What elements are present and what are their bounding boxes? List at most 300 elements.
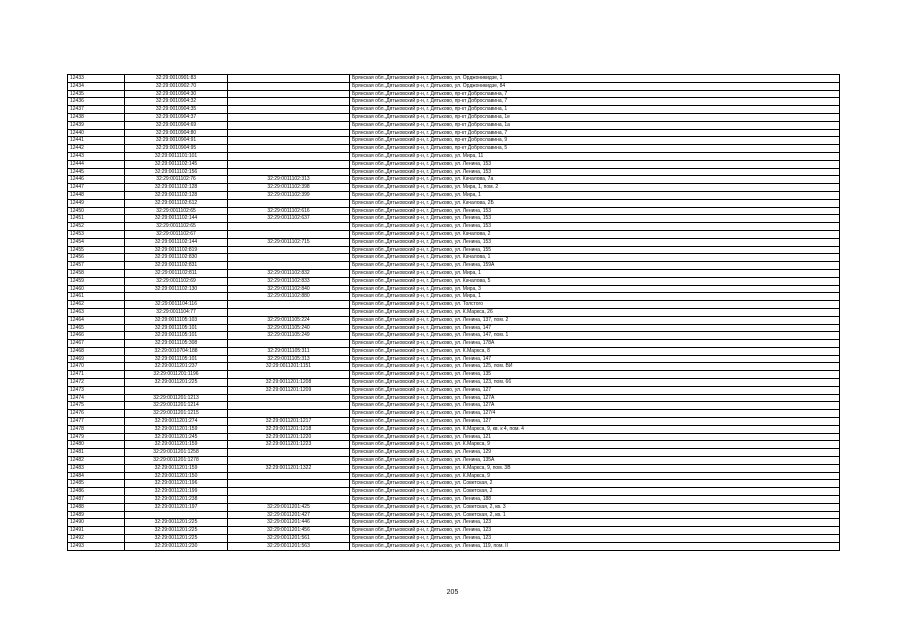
table-row: [68, 152, 840, 160]
record-number-cell: 12441: [68, 137, 125, 145]
building-cadastral-number-cell: 32:29:0011102:398: [228, 184, 350, 192]
building-cadastral-number-cell: [228, 152, 350, 160]
record-number-cell: 12440: [68, 129, 125, 137]
table-row: [68, 332, 840, 340]
record-number-cell: 12437: [68, 106, 125, 114]
record-number-cell: 12468: [68, 347, 125, 355]
address-cell: Брянская обл.,Дятьковский р-н, г. Дятьково, ул. Качалова, 2: [350, 230, 840, 238]
table-row: [68, 355, 840, 363]
table-row: [68, 308, 840, 316]
record-number-cell: 12462: [68, 301, 125, 309]
building-cadastral-number-cell: [228, 223, 350, 231]
building-cadastral-number-cell: 32:29:0011102:880: [228, 293, 350, 301]
record-number-cell: 12463: [68, 308, 125, 316]
table-row: [68, 246, 840, 254]
building-cadastral-number-cell: [228, 449, 350, 457]
parcel-cadastral-number-cell: 32:29:0011102:156: [125, 168, 228, 176]
address-cell: Брянская обл.,Дятьковский р-н, г. Дятьково, ул. Ленина, 119, пом. II: [350, 542, 840, 550]
table-row: [68, 207, 840, 215]
address-cell: Брянская обл.,Дятьковский р-н, г. Дятьково, ул. К.Маркса, 9: [350, 441, 840, 449]
table-row: [68, 472, 840, 480]
table-row: [68, 433, 840, 441]
record-number-cell: 12457: [68, 262, 125, 270]
record-number-cell: 12474: [68, 394, 125, 402]
record-number-cell: 12479: [68, 433, 125, 441]
table-row: [68, 285, 840, 293]
table-row: [68, 394, 840, 402]
table-row: [68, 457, 840, 465]
record-number-cell: 12472: [68, 379, 125, 387]
parcel-cadastral-number-cell: 32:29:0011201:1258: [125, 449, 228, 457]
address-cell: Брянская обл.,Дятьковский р-н, г. Дятьково, ул. Ленина, 147, пом. 1: [350, 332, 840, 340]
building-cadastral-number-cell: [228, 402, 350, 410]
parcel-cadastral-number-cell: 32:29:0011201:1215: [125, 410, 228, 418]
record-number-cell: 12448: [68, 191, 125, 199]
address-cell: Брянская обл.,Дятьковский р-н, г. Дятьково, ул. К.Маркса, 8: [350, 347, 840, 355]
table-row: [68, 269, 840, 277]
building-cadastral-number-cell: 32:29:0011105:311: [228, 347, 350, 355]
parcel-cadastral-number-cell: 32:29:0011102:65: [125, 207, 228, 215]
record-number-cell: 12487: [68, 496, 125, 504]
address-cell: Брянская обл.,Дятьковский р-н, г. Дятьково, ул. Орджоникидзе, 1: [350, 75, 840, 83]
table-row: [68, 106, 840, 114]
address-cell: Брянская обл.,Дятьковский р-н, г. Дятьково, ул. Советская, 2, кв. 1: [350, 511, 840, 519]
record-number-cell: 12470: [68, 363, 125, 371]
record-number-cell: 12478: [68, 425, 125, 433]
registry-table: [67, 74, 840, 551]
parcel-cadastral-number-cell: 32:29:0011201:238: [125, 496, 228, 504]
address-cell: Брянская обл.,Дятьковский р-н, г. Дятьково, пр-кт Доброславина, 9: [350, 137, 840, 145]
address-cell: Брянская обл.,Дятьковский р-н, г. Дятьково, ул. Орджоникидзе, 84: [350, 82, 840, 90]
building-cadastral-number-cell: [228, 340, 350, 348]
parcel-cadastral-number-cell: 32:29:0010904:69: [125, 121, 228, 129]
record-number-cell: 12446: [68, 176, 125, 184]
table-row: [68, 293, 840, 301]
parcel-cadastral-number-cell: 32:29:0011102:65: [125, 223, 228, 231]
address-cell: Брянская обл.,Дятьковский р-н, г. Дятьково, ул. Ленина, 159А: [350, 262, 840, 270]
parcel-cadastral-number-cell: 32:29:0011102:144: [125, 238, 228, 246]
table-row: [68, 410, 840, 418]
record-number-cell: 12489: [68, 511, 125, 519]
parcel-cadastral-number-cell: 32:29:0011201:230: [125, 542, 228, 550]
building-cadastral-number-cell: [228, 262, 350, 270]
table-row: [68, 340, 840, 348]
address-cell: Брянская обл.,Дятьковский р-н, г. Дятьково, пр-кт Доброславина, 7: [350, 98, 840, 106]
table-row: [68, 168, 840, 176]
address-cell: Брянская обл.,Дятьковский р-н, г. Дятьково, ул. К.Маркса, 9: [350, 472, 840, 480]
address-cell: Брянская обл.,Дятьковский р-н, г. Дятьково, ул. Толстого: [350, 301, 840, 309]
address-cell: Брянская обл.,Дятьковский р-н, г. Дятьково, ул. Ленина, 125, пом. ВИ: [350, 363, 840, 371]
record-number-cell: 12473: [68, 386, 125, 394]
record-number-cell: 12475: [68, 402, 125, 410]
record-number-cell: 12460: [68, 285, 125, 293]
building-cadastral-number-cell: 32:29:0011201:563: [228, 542, 350, 550]
address-cell: Брянская обл.,Дятьковский р-н, г. Дятьково, ул. Мира, 11: [350, 152, 840, 160]
building-cadastral-number-cell: [228, 145, 350, 153]
table-row: [68, 238, 840, 246]
parcel-cadastral-number-cell: 32:29:0011201:225: [125, 519, 228, 527]
building-cadastral-number-cell: 32:29:0011201:456: [228, 527, 350, 535]
record-number-cell: 12480: [68, 441, 125, 449]
address-cell: Брянская обл.,Дятьковский р-н, г. Дятьково, ул. Ленина, 127: [350, 386, 840, 394]
parcel-cadastral-number-cell: 32:29:0011102:811: [125, 269, 228, 277]
parcel-cadastral-number-cell: 32:29:0011102:130: [125, 285, 228, 293]
record-number-cell: 12471: [68, 371, 125, 379]
table-row: [68, 386, 840, 394]
address-cell: Брянская обл.,Дятьковский р-н, г. Дятьково, пр-кт Доброславина, 7: [350, 129, 840, 137]
record-number-cell: 12486: [68, 488, 125, 496]
address-cell: Брянская обл.,Дятьковский р-н, г. Дятьково, ул. Ленина, 153: [350, 223, 840, 231]
parcel-cadastral-number-cell: 32:29:0010904:80: [125, 129, 228, 137]
address-cell: Брянская обл.,Дятьковский р-н, г. Дятьково, ул. К.Маркса, 26: [350, 308, 840, 316]
parcel-cadastral-number-cell: 32:29:0011201:199: [125, 488, 228, 496]
table-row: [68, 347, 840, 355]
address-cell: Брянская обл.,Дятьковский р-н, г. Дятьково, ул. Советская, 2: [350, 480, 840, 488]
parcel-cadastral-number-cell: 32:29:0011201:237: [125, 363, 228, 371]
table-row: [68, 129, 840, 137]
parcel-cadastral-number-cell: [125, 511, 228, 519]
table-row: [68, 301, 840, 309]
address-cell: Брянская обл.,Дятьковский р-н, г. Дятьково, ул. Мира, 1, пом. 2: [350, 184, 840, 192]
building-cadastral-number-cell: 32:29:0011105:313: [228, 355, 350, 363]
building-cadastral-number-cell: [228, 90, 350, 98]
record-number-cell: 12488: [68, 503, 125, 511]
address-cell: Брянская обл.,Дятьковский р-н, г. Дятьково, ул. Советская, 2: [350, 488, 840, 496]
table-row: [68, 379, 840, 387]
parcel-cadastral-number-cell: 32:29:0011102:128: [125, 191, 228, 199]
parcel-cadastral-number-cell: [125, 386, 228, 394]
table-row: [68, 113, 840, 121]
parcel-cadastral-number-cell: 32:29:0011102:830: [125, 254, 228, 262]
building-cadastral-number-cell: [228, 82, 350, 90]
address-cell: Брянская обл.,Дятьковский р-н, г. Дятьково, ул. Мира, 1: [350, 293, 840, 301]
building-cadastral-number-cell: [228, 137, 350, 145]
address-cell: Брянская обл.,Дятьковский р-н, г. Дятьково, пр-кт Доброславина, 7: [350, 90, 840, 98]
building-cadastral-number-cell: [228, 472, 350, 480]
table-row: [68, 441, 840, 449]
table-row: [68, 277, 840, 285]
address-cell: Брянская обл.,Дятьковский р-н, г. Дятьково, ул. Ленина, 153: [350, 160, 840, 168]
address-cell: Брянская обл.,Дятьковский р-н, г. Дятьково, ул. Ленина, 135А: [350, 457, 840, 465]
table-row: [68, 488, 840, 496]
record-number-cell: 12453: [68, 230, 125, 238]
address-cell: Брянская обл.,Дятьковский р-н, г. Дятьково, ул. К.Маркса, 9, кв. к 4, пом. 4: [350, 425, 840, 433]
record-number-cell: 12444: [68, 160, 125, 168]
table-row: [68, 90, 840, 98]
record-number-cell: 12434: [68, 82, 125, 90]
building-cadastral-number-cell: [228, 75, 350, 83]
record-number-cell: 12461: [68, 293, 125, 301]
building-cadastral-number-cell: [228, 160, 350, 168]
record-number-cell: 12442: [68, 145, 125, 153]
building-cadastral-number-cell: 32:29:0011201:1218: [228, 425, 350, 433]
parcel-cadastral-number-cell: 32:29:0011201:225: [125, 535, 228, 543]
building-cadastral-number-cell: 32:29:0011105:240: [228, 324, 350, 332]
address-cell: Брянская обл.,Дятьковский р-н, г. Дятьково, ул. Ленина, 153: [350, 215, 840, 223]
building-cadastral-number-cell: 32:29:0011201:1208: [228, 379, 350, 387]
building-cadastral-number-cell: [228, 199, 350, 207]
parcel-cadastral-number-cell: [125, 293, 228, 301]
table-row: [68, 137, 840, 145]
building-cadastral-number-cell: [228, 246, 350, 254]
parcel-cadastral-number-cell: 32:29:0011102:76: [125, 176, 228, 184]
building-cadastral-number-cell: 32:29:0011201:1209: [228, 386, 350, 394]
parcel-cadastral-number-cell: 32:29:0011102:67: [125, 230, 228, 238]
address-cell: Брянская обл.,Дятьковский р-н, г. Дятьково, ул. Ленина, 127А: [350, 402, 840, 410]
building-cadastral-number-cell: 32:29:0011201:561: [228, 535, 350, 543]
building-cadastral-number-cell: 32:29:0011102:313: [228, 176, 350, 184]
table-row: [68, 402, 840, 410]
record-number-cell: 12439: [68, 121, 125, 129]
address-cell: Брянская обл.,Дятьковский р-н, г. Дятьково, ул. Мира, 1: [350, 269, 840, 277]
address-cell: Брянская обл.,Дятьковский р-н, г. Дятьково, ул. Ленина, 137, пом. 2: [350, 316, 840, 324]
building-cadastral-number-cell: 32:29:0011201:1223: [228, 441, 350, 449]
record-number-cell: 12447: [68, 184, 125, 192]
record-number-cell: 12451: [68, 215, 125, 223]
building-cadastral-number-cell: 32:29:0011102:840: [228, 285, 350, 293]
record-number-cell: 12452: [68, 223, 125, 231]
building-cadastral-number-cell: [228, 480, 350, 488]
table-row: [68, 324, 840, 332]
record-number-cell: 12433: [68, 75, 125, 83]
parcel-cadastral-number-cell: 32:29:0011201:1214: [125, 402, 228, 410]
address-cell: Брянская обл.,Дятьковский р-н, г. Дятьково, пр-кт Доброславина, 1е: [350, 113, 840, 121]
parcel-cadastral-number-cell: 32:29:0011105:101: [125, 355, 228, 363]
building-cadastral-number-cell: 32:29:0011102:637: [228, 215, 350, 223]
parcel-cadastral-number-cell: 32:29:0010901:83: [125, 75, 228, 83]
parcel-cadastral-number-cell: 32:29:0010902:70: [125, 82, 228, 90]
address-cell: Брянская обл.,Дятьковский р-н, г. Дятьково, ул. Ленина, 188: [350, 496, 840, 504]
table-row: [68, 511, 840, 519]
parcel-cadastral-number-cell: 32:29:0011201:245: [125, 433, 228, 441]
building-cadastral-number-cell: [228, 488, 350, 496]
record-number-cell: 12455: [68, 246, 125, 254]
parcel-cadastral-number-cell: 32:29:0011104:77: [125, 308, 228, 316]
building-cadastral-number-cell: [228, 121, 350, 129]
address-cell: Брянская обл.,Дятьковский р-н, г. Дятьково, ул. Качалова, 5: [350, 277, 840, 285]
parcel-cadastral-number-cell: 32:29:0011105:101: [125, 332, 228, 340]
record-number-cell: 12493: [68, 542, 125, 550]
record-number-cell: 12458: [68, 269, 125, 277]
address-cell: Брянская обл.,Дятьковский р-н, г. Дятьково, ул. Ленина, 147: [350, 355, 840, 363]
record-number-cell: 12483: [68, 464, 125, 472]
table-row: [68, 230, 840, 238]
registry-table-body: [68, 75, 840, 551]
table-row: [68, 145, 840, 153]
building-cadastral-number-cell: [228, 496, 350, 504]
record-number-cell: 12485: [68, 480, 125, 488]
building-cadastral-number-cell: 32:29:0011201:1217: [228, 418, 350, 426]
address-cell: Брянская обл.,Дятьковский р-н, г. Дятьково, ул. Ленина, 127А: [350, 394, 840, 402]
table-row: [68, 371, 840, 379]
parcel-cadastral-number-cell: 32:29:0011201:225: [125, 379, 228, 387]
table-row: [68, 254, 840, 262]
address-cell: Брянская обл.,Дятьковский р-н, г. Дятьково, ул. Ленина, 123: [350, 527, 840, 535]
parcel-cadastral-number-cell: 32:29:0011201:196: [125, 480, 228, 488]
address-cell: Брянская обл.,Дятьковский р-н, г. Дятьково, ул. Мира, 1: [350, 191, 840, 199]
parcel-cadastral-number-cell: 32:29:0011102:128: [125, 184, 228, 192]
parcel-cadastral-number-cell: 32:29:0011201:1196: [125, 371, 228, 379]
parcel-cadastral-number-cell: 32:29:0010904:37: [125, 113, 228, 121]
table-row: [68, 503, 840, 511]
address-cell: Брянская обл.,Дятьковский р-н, г. Дятьково, ул. Ленина, 135: [350, 371, 840, 379]
parcel-cadastral-number-cell: 32:29:0010904:95: [125, 145, 228, 153]
building-cadastral-number-cell: [228, 457, 350, 465]
table-row: [68, 535, 840, 543]
table-row: [68, 449, 840, 457]
table-row: [68, 160, 840, 168]
building-cadastral-number-cell: 32:29:0011102:715: [228, 238, 350, 246]
building-cadastral-number-cell: [228, 301, 350, 309]
parcel-cadastral-number-cell: 32:29:0011104:116: [125, 301, 228, 309]
record-number-cell: 12476: [68, 410, 125, 418]
parcel-cadastral-number-cell: 32:29:0011102:612: [125, 199, 228, 207]
parcel-cadastral-number-cell: 32:29:0011102:69: [125, 277, 228, 285]
record-number-cell: 12443: [68, 152, 125, 160]
address-cell: Брянская обл.,Дятьковский р-н, г. Дятьково, пр-кт Доброславина, 1а: [350, 121, 840, 129]
table-row: [68, 519, 840, 527]
record-number-cell: 12490: [68, 519, 125, 527]
record-number-cell: 12492: [68, 535, 125, 543]
record-number-cell: 12454: [68, 238, 125, 246]
table-row: [68, 418, 840, 426]
table-row: [68, 363, 840, 371]
building-cadastral-number-cell: 32:29:0011201:1322: [228, 464, 350, 472]
parcel-cadastral-number-cell: 32:29:0011201:150: [125, 472, 228, 480]
address-cell: Брянская обл.,Дятьковский р-н, г. Дятьково, ул. Ленина, 147: [350, 324, 840, 332]
address-cell: Брянская обл.,Дятьковский р-н, г. Дятьково, ул. Ленина, 153: [350, 238, 840, 246]
building-cadastral-number-cell: [228, 129, 350, 137]
building-cadastral-number-cell: 32:29:0011102:832: [228, 269, 350, 277]
building-cadastral-number-cell: [228, 394, 350, 402]
record-number-cell: 12449: [68, 199, 125, 207]
building-cadastral-number-cell: 32:29:0011201:1151: [228, 363, 350, 371]
table-row: [68, 191, 840, 199]
table-row: [68, 121, 840, 129]
address-cell: Брянская обл.,Дятьковский р-н, г. Дятьково, ул. Качалова, 7а: [350, 176, 840, 184]
table-row: [68, 480, 840, 488]
address-cell: Брянская обл.,Дятьковский р-н, г. Дятьково, ул. Ленина, 127: [350, 418, 840, 426]
parcel-cadastral-number-cell: 32:29:0011201:159: [125, 464, 228, 472]
building-cadastral-number-cell: 32:29:0011105:249: [228, 332, 350, 340]
table-row: [68, 82, 840, 90]
parcel-cadastral-number-cell: 32:29:0010904:30: [125, 90, 228, 98]
address-cell: Брянская обл.,Дятьковский р-н, г. Дятьково, ул. Качалова, 1: [350, 254, 840, 262]
parcel-cadastral-number-cell: 32:29:0011102:145: [125, 160, 228, 168]
parcel-cadastral-number-cell: 32:29:0011102:144: [125, 215, 228, 223]
address-cell: Брянская обл.,Дятьковский р-н, г. Дятьково, пр-кт Доброславина, 1: [350, 106, 840, 114]
address-cell: Брянская обл.,Дятьковский р-н, г. Дятьково, ул. Мира, 3: [350, 285, 840, 293]
address-cell: Брянская обл.,Дятьковский р-н, г. Дятьково, ул. Качалова, 2Б: [350, 199, 840, 207]
record-number-cell: 12466: [68, 332, 125, 340]
table-row: [68, 527, 840, 535]
building-cadastral-number-cell: 32:29:0011105:224: [228, 316, 350, 324]
record-number-cell: 12459: [68, 277, 125, 285]
parcel-cadastral-number-cell: 32:29:0011105:101: [125, 324, 228, 332]
parcel-cadastral-number-cell: 32:29:0011201:159: [125, 441, 228, 449]
parcel-cadastral-number-cell: 32:29:0010904:32: [125, 98, 228, 106]
address-cell: Брянская обл.,Дятьковский р-н, г. Дятьково, ул. К.Маркса, 9, пом. 3В: [350, 464, 840, 472]
record-number-cell: 12477: [68, 418, 125, 426]
parcel-cadastral-number-cell: 32:29:0011105:308: [125, 340, 228, 348]
building-cadastral-number-cell: 32:29:0011102:833: [228, 277, 350, 285]
address-cell: Брянская обл.,Дятьковский р-н, г. Дятьково, ул. Советская, 2, кв. 3: [350, 503, 840, 511]
address-cell: Брянская обл.,Дятьковский р-н, г. Дятьково, ул. Ленина, 178А: [350, 340, 840, 348]
building-cadastral-number-cell: [228, 254, 350, 262]
building-cadastral-number-cell: [228, 168, 350, 176]
address-cell: Брянская обл.,Дятьковский р-н, г. Дятьково, ул. Ленина, 123, пом. 66: [350, 379, 840, 387]
table-row: [68, 425, 840, 433]
building-cadastral-number-cell: [228, 371, 350, 379]
table-row: [68, 176, 840, 184]
address-cell: Брянская обл.,Дятьковский р-н, г. Дятьково, ул. Ленина, 153: [350, 207, 840, 215]
record-number-cell: 12469: [68, 355, 125, 363]
record-number-cell: 12491: [68, 527, 125, 535]
parcel-cadastral-number-cell: 32:29:0011201:274: [125, 418, 228, 426]
record-number-cell: 12481: [68, 449, 125, 457]
parcel-cadastral-number-cell: 32:29:0011105:103: [125, 316, 228, 324]
record-number-cell: 12435: [68, 90, 125, 98]
address-cell: Брянская обл.,Дятьковский р-н, г. Дятьково, пр-кт Доброславина, 5: [350, 145, 840, 153]
record-number-cell: 12467: [68, 340, 125, 348]
building-cadastral-number-cell: 32:29:0011102:616: [228, 207, 350, 215]
record-number-cell: 12482: [68, 457, 125, 465]
building-cadastral-number-cell: [228, 308, 350, 316]
address-cell: Брянская обл.,Дятьковский р-н, г. Дятьково, ул. Ленина, 129: [350, 449, 840, 457]
parcel-cadastral-number-cell: 32:29:0011102:819: [125, 246, 228, 254]
building-cadastral-number-cell: [228, 410, 350, 418]
parcel-cadastral-number-cell: 32:29:0011101:101: [125, 152, 228, 160]
building-cadastral-number-cell: 32:29:0011102:399: [228, 191, 350, 199]
table-row: [68, 215, 840, 223]
address-cell: Брянская обл.,Дятьковский р-н, г. Дятьково, ул. Ленина, 127/4: [350, 410, 840, 418]
record-number-cell: 12465: [68, 324, 125, 332]
building-cadastral-number-cell: [228, 113, 350, 121]
parcel-cadastral-number-cell: 32:29:0010704:188: [125, 347, 228, 355]
parcel-cadastral-number-cell: 32:29:0011201:1213: [125, 394, 228, 402]
parcel-cadastral-number-cell: 32:29:0010904:91: [125, 137, 228, 145]
table-row: [68, 542, 840, 550]
building-cadastral-number-cell: 32:29:0011201:1220: [228, 433, 350, 441]
parcel-cadastral-number-cell: 32:29:0011201:1278: [125, 457, 228, 465]
record-number-cell: 12445: [68, 168, 125, 176]
record-number-cell: 12484: [68, 472, 125, 480]
page-number: 205: [446, 589, 459, 596]
address-cell: Брянская обл.,Дятьковский р-н, г. Дятьково, ул. Ленина, 123: [350, 535, 840, 543]
table-row: [68, 496, 840, 504]
record-number-cell: 12464: [68, 316, 125, 324]
table-row: [68, 464, 840, 472]
table-row: [68, 184, 840, 192]
address-cell: Брянская обл.,Дятьковский р-н, г. Дятьково, ул. Ленина, 121: [350, 433, 840, 441]
record-number-cell: 12450: [68, 207, 125, 215]
record-number-cell: 12456: [68, 254, 125, 262]
building-cadastral-number-cell: [228, 106, 350, 114]
building-cadastral-number-cell: [228, 230, 350, 238]
table-row: [68, 75, 840, 83]
parcel-cadastral-number-cell: 32:29:0011201:225: [125, 527, 228, 535]
table-row: [68, 199, 840, 207]
record-number-cell: 12436: [68, 98, 125, 106]
building-cadastral-number-cell: 32:29:0011201:427: [228, 511, 350, 519]
address-cell: Брянская обл.,Дятьковский р-н, г. Дятьково, ул. Ленина, 155: [350, 246, 840, 254]
parcel-cadastral-number-cell: 32:29:0010904:35: [125, 106, 228, 114]
building-cadastral-number-cell: 32:29:0011201:425: [228, 503, 350, 511]
address-cell: Брянская обл.,Дятьковский р-н, г. Дятьково, ул. Ленина, 123: [350, 519, 840, 527]
address-cell: Брянская обл.,Дятьковский р-н, г. Дятьково, ул. Ленина, 153: [350, 168, 840, 176]
building-cadastral-number-cell: 32:29:0011201:446: [228, 519, 350, 527]
parcel-cadastral-number-cell: 32:29:0011102:831: [125, 262, 228, 270]
